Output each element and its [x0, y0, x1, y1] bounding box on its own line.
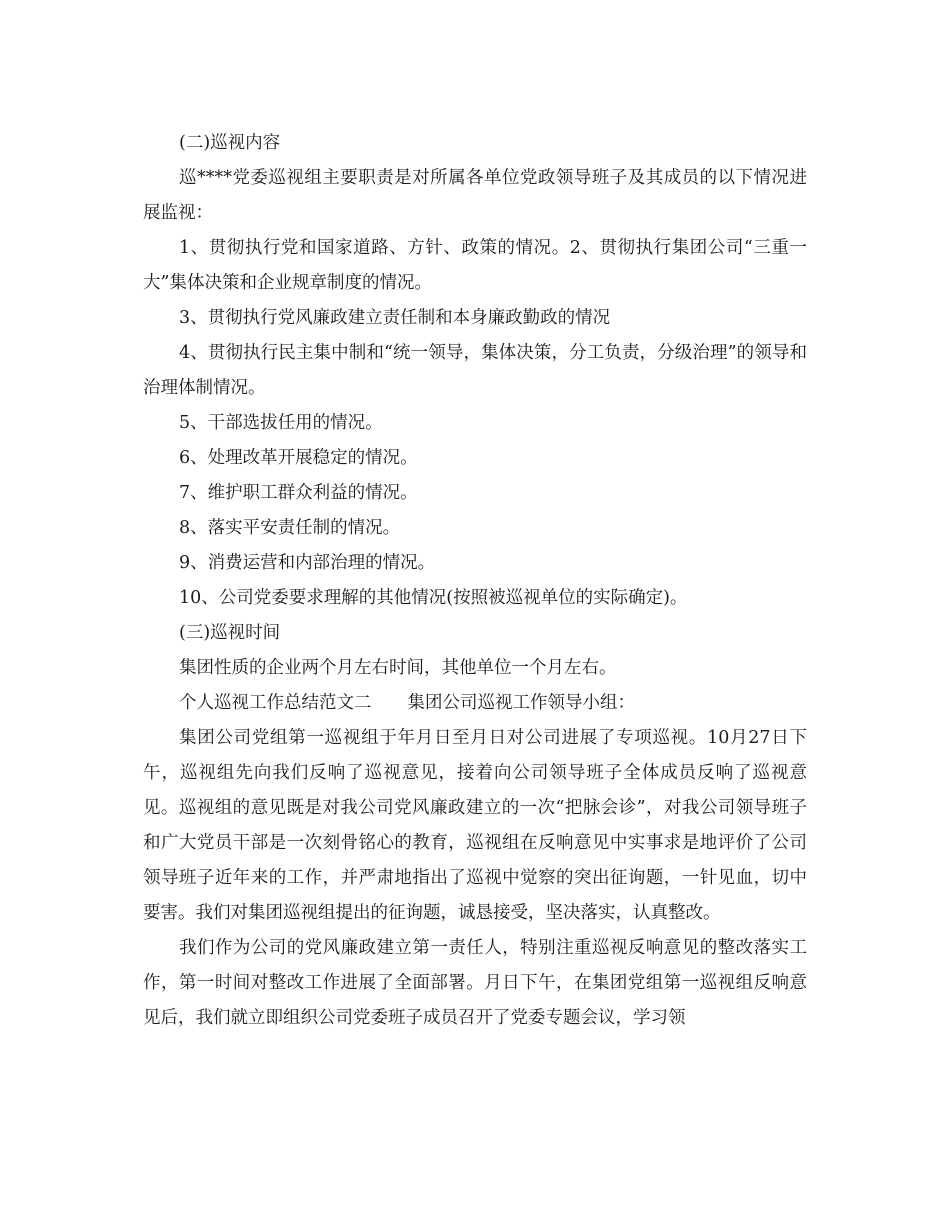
list-item: 3、贯彻执行党风廉政建立责任制和本身廉政勤政的情况 — [179, 308, 611, 328]
section-heading-time: (三)巡视时间 — [179, 623, 281, 643]
paragraph-time: 集团性质的企业两个月左右时间，其他单位一个月左右。 — [179, 658, 617, 678]
list-item: 8、落实平安责任制的情况。 — [179, 518, 401, 538]
list-item: 9、消费运营和内部治理的情况。 — [179, 553, 436, 573]
paragraph-body: 集团公司党组第一巡视组于年月日至月日对公司进展了专项巡视。10月27日下午，巡视组先向我们反响了巡视意见，接着向公司领导班子全体成员反响了巡视意见。巡视组的意见既是对我公司党风廉政建立的一次“把脉会诊”，对我公司领导班子和广大党员干部是一次刻骨铭心的教育，巡视组在反响意见中实事求是地评价了公司领导班子近年来的工作，并严肃地指出了巡视中觉察的突出征询题，一针见血，切中要害。我们对集团巡视组提出的征询题，诚恳接受，坚决落实，认真整改。 — [143, 728, 807, 923]
split-line — [143, 686, 807, 721]
addressee: 集团公司巡视工作领导小组： — [407, 693, 635, 713]
list-item: 5、干部选拔任用的情况。 — [179, 413, 383, 433]
document-body — [143, 126, 807, 1036]
list-item: 1、贯彻执行党和国家道路、方针、政策的情况。2、贯彻执行集团公司“三重一大”集体决策和企业规章制度的情况。 — [143, 238, 807, 293]
paragraph-intro: 巡****党委巡视组主要职责是对所属各单位党政领导班子及其成员的以下情况进展监视： — [143, 168, 807, 223]
paragraph-body: 我们作为公司的党风廉政建立第一责任人，特别注重巡视反响意见的整改落实工作，第一时间对整改工作进展了全面部署。月日下午，在集团党组第一巡视组反响意见后，我们就立即组织公司党委班子成员召开了党委专题会议，学习领 — [143, 938, 807, 1028]
list-item: 10、公司党委要求理解的其他情况(按照被巡视单位的实际确定)。 — [179, 588, 688, 608]
list-item: 7、维护职工群众利益的情况。 — [179, 483, 418, 503]
article-title: 个人巡视工作总结范文二 — [179, 693, 372, 713]
list-item: 4、贯彻执行民主集中制和“统一领导，集体决策，分工负责，分级治理”的领导和治理体制情况。 — [143, 343, 807, 398]
list-item: 6、处理改革开展稳定的情况。 — [179, 448, 418, 468]
section-heading-content: (二)巡视内容 — [179, 133, 281, 153]
